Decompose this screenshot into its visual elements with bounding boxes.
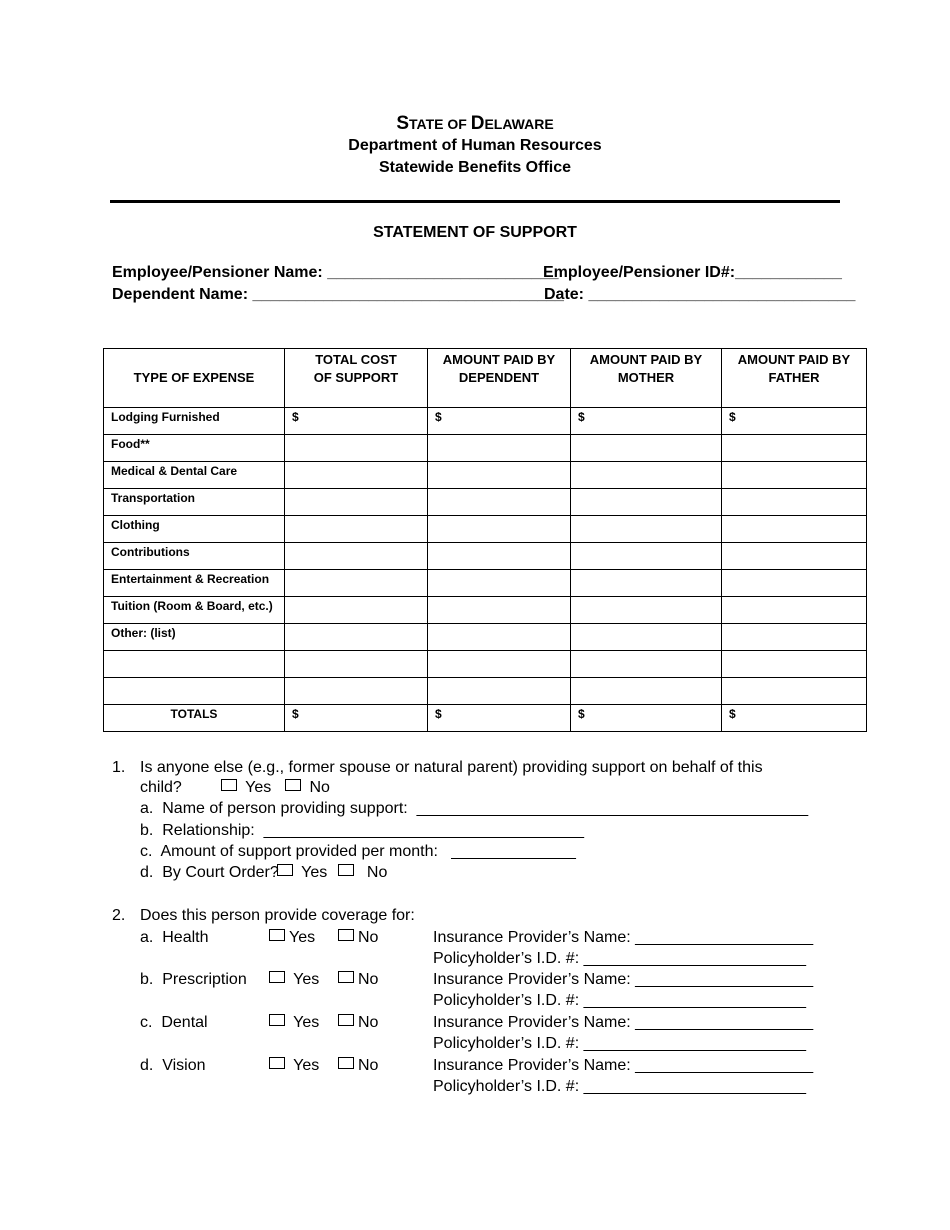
- table-row: [104, 570, 867, 597]
- checkbox-icon[interactable]: [338, 971, 354, 983]
- q1d-court-order-label: d. By Court Order?: [140, 864, 279, 881]
- cell-father[interactable]: [722, 516, 867, 543]
- cell-dependent[interactable]: [428, 678, 571, 705]
- cell-father[interactable]: [722, 435, 867, 462]
- q1a-support-person-field[interactable]: a. Name of person providing support: ____________________________________________: [140, 800, 809, 817]
- vision-provider-field[interactable]: Insurance Provider’s Name: ____________________: [433, 1057, 814, 1074]
- office-name: Statewide Benefits Office: [378, 159, 572, 176]
- checkbox-icon[interactable]: [269, 971, 285, 983]
- cell-total-cost[interactable]: [285, 597, 428, 624]
- cell-dependent[interactable]: [428, 462, 571, 489]
- q1-no-option[interactable]: No: [285, 779, 330, 797]
- question-2-text: Does this person provide coverage for:: [140, 907, 415, 924]
- coverage-prescription-label: b. Prescription: [140, 971, 247, 988]
- cell-dependent[interactable]: [428, 651, 571, 678]
- row-label: Other: (list): [104, 624, 285, 651]
- table-row: [104, 462, 867, 489]
- mother-total[interactable]: $: [571, 705, 722, 732]
- totals-row: [104, 705, 867, 732]
- health-policy-id-field[interactable]: Policyholder’s I.D. #: _________________________: [433, 950, 807, 967]
- row-label: Transportation: [104, 489, 285, 516]
- cell-father[interactable]: [722, 624, 867, 651]
- checkbox-icon[interactable]: [285, 779, 301, 791]
- vision-no-option[interactable]: No: [338, 1057, 378, 1075]
- row-label: Medical & Dental Care: [104, 462, 285, 489]
- cell-mother[interactable]: [571, 435, 722, 462]
- date-field[interactable]: Date: ______________________________: [544, 286, 856, 303]
- row-label[interactable]: [104, 678, 285, 705]
- q1d-yes-option[interactable]: Yes: [277, 864, 327, 882]
- cell-father[interactable]: [722, 570, 867, 597]
- dental-no-option[interactable]: No: [338, 1014, 378, 1032]
- cell-father[interactable]: [722, 597, 867, 624]
- question-1-text: Is anyone else (e.g., former spouse or natural parent) providing support on behalf of this: [140, 759, 763, 776]
- cell-father[interactable]: [722, 462, 867, 489]
- checkbox-icon[interactable]: [338, 1014, 354, 1026]
- row-label: Contributions: [104, 543, 285, 570]
- header-paid-by-mother: AMOUNT PAID BY MOTHER: [571, 349, 722, 408]
- cell-total-cost[interactable]: [285, 570, 428, 597]
- cell-total-cost[interactable]: [285, 435, 428, 462]
- cell-total-cost[interactable]: [285, 678, 428, 705]
- q1b-relationship-field[interactable]: b. Relationship: ____________________________________: [140, 822, 584, 839]
- question-1-text-cont: child?: [140, 779, 182, 796]
- question-2-number: 2.: [112, 907, 126, 924]
- cell-mother[interactable]: [571, 678, 722, 705]
- row-label: Entertainment & Recreation: [104, 570, 285, 597]
- cell-mother[interactable]: $: [571, 408, 722, 435]
- header-paid-by-dependent: AMOUNT PAID BY DEPENDENT: [428, 349, 571, 408]
- cell-father[interactable]: $: [722, 408, 867, 435]
- coverage-dental-label: c. Dental: [140, 1014, 208, 1031]
- q1-yes-option[interactable]: Yes: [221, 779, 271, 797]
- dependent-total[interactable]: $: [428, 705, 571, 732]
- prescription-no-option[interactable]: No: [338, 971, 378, 989]
- table-row: [104, 678, 867, 705]
- cell-total-cost[interactable]: [285, 624, 428, 651]
- dental-policy-id-field[interactable]: Policyholder’s I.D. #: _________________________: [433, 1035, 807, 1052]
- cell-dependent[interactable]: [428, 624, 571, 651]
- question-1-number: 1.: [112, 759, 126, 776]
- table-row: [104, 516, 867, 543]
- prescription-yes-option[interactable]: Yes: [269, 971, 319, 989]
- cell-mother[interactable]: [571, 597, 722, 624]
- cell-total-cost[interactable]: [285, 543, 428, 570]
- prescription-provider-field[interactable]: Insurance Provider’s Name: ____________________: [433, 971, 814, 988]
- cell-father[interactable]: [722, 489, 867, 516]
- table-row: [104, 597, 867, 624]
- checkbox-icon[interactable]: [269, 929, 285, 941]
- checkbox-icon[interactable]: [338, 1057, 354, 1069]
- cell-father[interactable]: [722, 543, 867, 570]
- table-header-row: [104, 349, 867, 408]
- employee-name-field[interactable]: Employee/Pensioner Name: __________________________: [112, 264, 559, 281]
- cell-dependent[interactable]: $: [428, 408, 571, 435]
- state-title: STATE OF DELAWARE: [396, 113, 554, 134]
- health-yes-option[interactable]: Yes: [269, 929, 315, 947]
- employee-id-field[interactable]: Employee/Pensioner ID#:____________: [543, 264, 842, 281]
- table-row: [104, 543, 867, 570]
- cell-dependent[interactable]: [428, 543, 571, 570]
- checkbox-icon[interactable]: [277, 864, 293, 876]
- header-total-cost: TOTAL COST OF SUPPORT: [285, 349, 428, 408]
- expense-table: [103, 348, 867, 732]
- cell-father[interactable]: [722, 678, 867, 705]
- cell-mother[interactable]: [571, 651, 722, 678]
- coverage-vision-label: d. Vision: [140, 1057, 206, 1074]
- cell-mother[interactable]: [571, 570, 722, 597]
- cell-total-cost[interactable]: [285, 489, 428, 516]
- cell-dependent[interactable]: [428, 435, 571, 462]
- cell-dependent[interactable]: [428, 570, 571, 597]
- vision-policy-id-field[interactable]: Policyholder’s I.D. #: _________________________: [433, 1078, 807, 1095]
- total-cost-total[interactable]: $: [285, 705, 428, 732]
- q1d-no-option[interactable]: No: [338, 864, 387, 882]
- department-name: Department of Human Resources: [348, 137, 602, 154]
- cell-total-cost[interactable]: $: [285, 408, 428, 435]
- row-label: Lodging Furnished: [104, 408, 285, 435]
- cell-mother[interactable]: [571, 624, 722, 651]
- table-row: [104, 651, 867, 678]
- checkbox-icon[interactable]: [338, 929, 354, 941]
- cell-total-cost[interactable]: [285, 462, 428, 489]
- cell-dependent[interactable]: [428, 516, 571, 543]
- dependent-name-field[interactable]: Dependent Name: ___________________________________: [112, 286, 564, 303]
- cell-dependent[interactable]: [428, 489, 571, 516]
- cell-mother[interactable]: [571, 489, 722, 516]
- header-divider: [110, 200, 840, 203]
- table-row: [104, 624, 867, 651]
- checkbox-icon[interactable]: [269, 1057, 285, 1069]
- checkbox-icon[interactable]: [338, 864, 354, 876]
- vision-yes-option[interactable]: Yes: [269, 1057, 319, 1075]
- prescription-policy-id-field[interactable]: Policyholder’s I.D. #: _________________________: [433, 992, 807, 1009]
- row-label: Food**: [104, 435, 285, 462]
- table-row: [104, 435, 867, 462]
- cell-total-cost[interactable]: [285, 516, 428, 543]
- totals-label: TOTALS: [104, 705, 285, 732]
- health-provider-field[interactable]: Insurance Provider’s Name: ____________________: [433, 929, 814, 946]
- header-paid-by-father: AMOUNT PAID BY FATHER: [722, 349, 867, 408]
- cell-mother[interactable]: [571, 543, 722, 570]
- table-row: [104, 408, 867, 435]
- table-row: [104, 489, 867, 516]
- header-type-of-expense: TYPE OF EXPENSE: [104, 349, 285, 408]
- father-total[interactable]: $: [722, 705, 867, 732]
- cell-total-cost[interactable]: [285, 651, 428, 678]
- dental-yes-option[interactable]: Yes: [269, 1014, 319, 1032]
- dental-provider-field[interactable]: Insurance Provider’s Name: ____________________: [433, 1014, 814, 1031]
- cell-dependent[interactable]: [428, 597, 571, 624]
- form-title: STATEMENT OF SUPPORT: [373, 224, 577, 241]
- cell-mother[interactable]: [571, 516, 722, 543]
- row-label: Clothing: [104, 516, 285, 543]
- row-label: Tuition (Room & Board, etc.): [104, 597, 285, 624]
- health-no-option[interactable]: No: [338, 929, 378, 947]
- cell-mother[interactable]: [571, 462, 722, 489]
- cell-father[interactable]: [722, 651, 867, 678]
- row-label[interactable]: [104, 651, 285, 678]
- checkbox-icon[interactable]: [221, 779, 237, 791]
- q1c-amount-field[interactable]: c. Amount of support provided per month: ______________: [140, 843, 576, 860]
- checkbox-icon[interactable]: [269, 1014, 285, 1026]
- coverage-health-label: a. Health: [140, 929, 209, 946]
